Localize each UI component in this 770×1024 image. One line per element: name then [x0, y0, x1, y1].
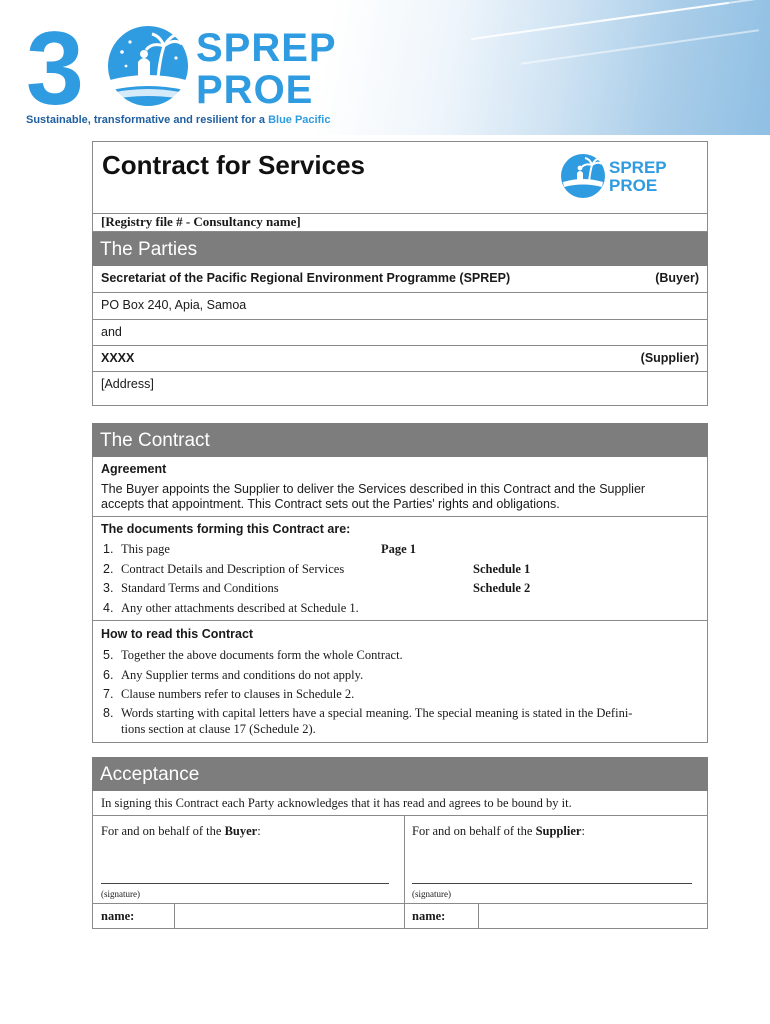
behalf-prefix: For and on behalf of the: [412, 824, 533, 838]
tagline-accent: Blue Pacific: [268, 114, 331, 126]
howto-label: How to read this Contract: [101, 627, 254, 641]
howto-list: [93, 646, 703, 737]
logo-proe: PROE: [609, 176, 658, 195]
section-heading-contract: The Contract: [92, 423, 708, 457]
tagline: [26, 114, 330, 126]
acceptance-statement-row: [92, 791, 708, 816]
buyer-name: Secretariat of the Pacific Regional Environment Programme (SPREP): [101, 271, 511, 285]
buyer-address: PO Box 240, Apia, Samoa: [101, 298, 247, 312]
list-item: [93, 599, 693, 619]
list-number: 4.: [103, 600, 114, 615]
brand-proe: PROE: [196, 68, 314, 112]
list-reference: Schedule 2: [473, 581, 531, 595]
sprep-30-anniversary-logo: [26, 18, 196, 118]
signature-row: [92, 816, 708, 904]
header-banner: [0, 0, 770, 135]
list-reference: Page 1: [381, 542, 417, 556]
supplier-row: [92, 346, 708, 372]
list-item: [93, 666, 703, 686]
buyer-signature-caption: (signature): [101, 889, 140, 899]
list-text: Standard Terms and Conditions: [121, 581, 279, 595]
agreement-block: [92, 457, 708, 517]
list-text-continued: tions section at clause 17 (Schedule 2).: [121, 721, 316, 736]
supplier-role: (Supplier): [640, 351, 699, 365]
supplier-address-row: [92, 372, 708, 406]
supplier-name: XXXX: [101, 351, 135, 365]
list-text: This page: [121, 542, 170, 556]
list-text: Any Supplier terms and conditions do not apply.: [121, 667, 364, 682]
agreement-line: accepts that appointment. This Contract sets out the Parties' rights and obligations.: [101, 497, 560, 511]
brand-sprep: SPREP: [196, 26, 337, 70]
list-text: Any other attachments described at Schedule 1.: [121, 600, 359, 615]
buyer-row: [92, 266, 708, 293]
behalf-colon: :: [257, 824, 261, 838]
behalf-party: Buyer: [224, 824, 258, 838]
supplier-behalf-label: [412, 824, 585, 839]
list-number: 1.: [103, 542, 114, 556]
list-text: Contract Details and Description of Services: [121, 561, 345, 576]
buyer-role: (Buyer): [655, 271, 699, 285]
list-text: Together the above documents form the whole Contract.: [121, 648, 403, 662]
column-divider: [404, 904, 405, 928]
logo-sprep: SPREP: [609, 158, 667, 177]
list-text: Words starting with capital letters have a special meaning. The special meaning is stated in the Defini-: [121, 705, 633, 720]
sprep-emblem-icon: [559, 152, 607, 200]
howto-block: [92, 621, 708, 743]
name-row: [92, 904, 708, 929]
agreement-text: [101, 482, 645, 512]
documents-label: The documents forming this Contract are:: [101, 522, 351, 536]
list-number: 7.: [103, 687, 114, 701]
page-title: Contract for Services: [102, 150, 365, 180]
list-item: [93, 685, 703, 705]
list-item: [93, 560, 693, 580]
list-reference: Schedule 1: [473, 561, 531, 576]
list-text: Clause numbers refer to clauses in Schedule 2.: [121, 687, 355, 701]
behalf-colon: :: [581, 824, 585, 838]
list-number: 3.: [103, 581, 114, 595]
buyer-address-row: [92, 293, 708, 320]
supplier-signature-caption: (signature): [412, 889, 451, 899]
tagline-main: Sustainable, transformative and resilient for a: [26, 114, 266, 126]
column-divider: [404, 816, 405, 903]
documents-block: [92, 517, 708, 621]
supplier-signature-line[interactable]: [412, 883, 692, 884]
supplier-name-field[interactable]: [479, 904, 707, 928]
conjunction-row: [92, 320, 708, 346]
list-number: 6.: [103, 667, 114, 682]
acceptance-statement: In signing this Contract each Party acknowledges that it has read and agrees to be bound by it.: [101, 796, 572, 810]
conjunction-text: and: [101, 325, 122, 339]
supplier-address: [Address]: [101, 377, 154, 391]
agreement-line: The Buyer appoints the Supplier to deliver the Services described in this Contract and the Supplier: [101, 482, 646, 496]
behalf-party: Supplier: [535, 824, 582, 838]
agreement-label: Agreement: [101, 462, 167, 476]
list-item: [93, 705, 703, 737]
banner-streak: [601, 0, 770, 22]
supplier-name-label: name:: [412, 909, 446, 923]
sprep-logo: [559, 152, 679, 204]
buyer-name-label: name:: [101, 909, 135, 923]
registry-placeholder: [Registry file # - Consultancy name]: [101, 214, 301, 229]
list-item: [93, 540, 693, 560]
list-item: [93, 646, 703, 666]
buyer-behalf-label: [101, 824, 261, 839]
banner-streak: [521, 29, 759, 64]
registry-row: [92, 214, 708, 232]
section-heading-acceptance: Acceptance: [92, 757, 708, 791]
buyer-signature-line[interactable]: [101, 883, 389, 884]
list-number: 5.: [103, 648, 114, 662]
section-heading-parties: The Parties: [92, 232, 708, 266]
title-box: [92, 141, 708, 214]
list-number: 8.: [103, 705, 114, 720]
list-number: 2.: [103, 561, 114, 576]
buyer-name-field[interactable]: [175, 904, 404, 928]
list-item: [93, 579, 693, 599]
documents-list: [93, 540, 693, 618]
anniversary-number: 3: [26, 18, 84, 118]
behalf-prefix: For and on behalf of the: [101, 824, 222, 838]
